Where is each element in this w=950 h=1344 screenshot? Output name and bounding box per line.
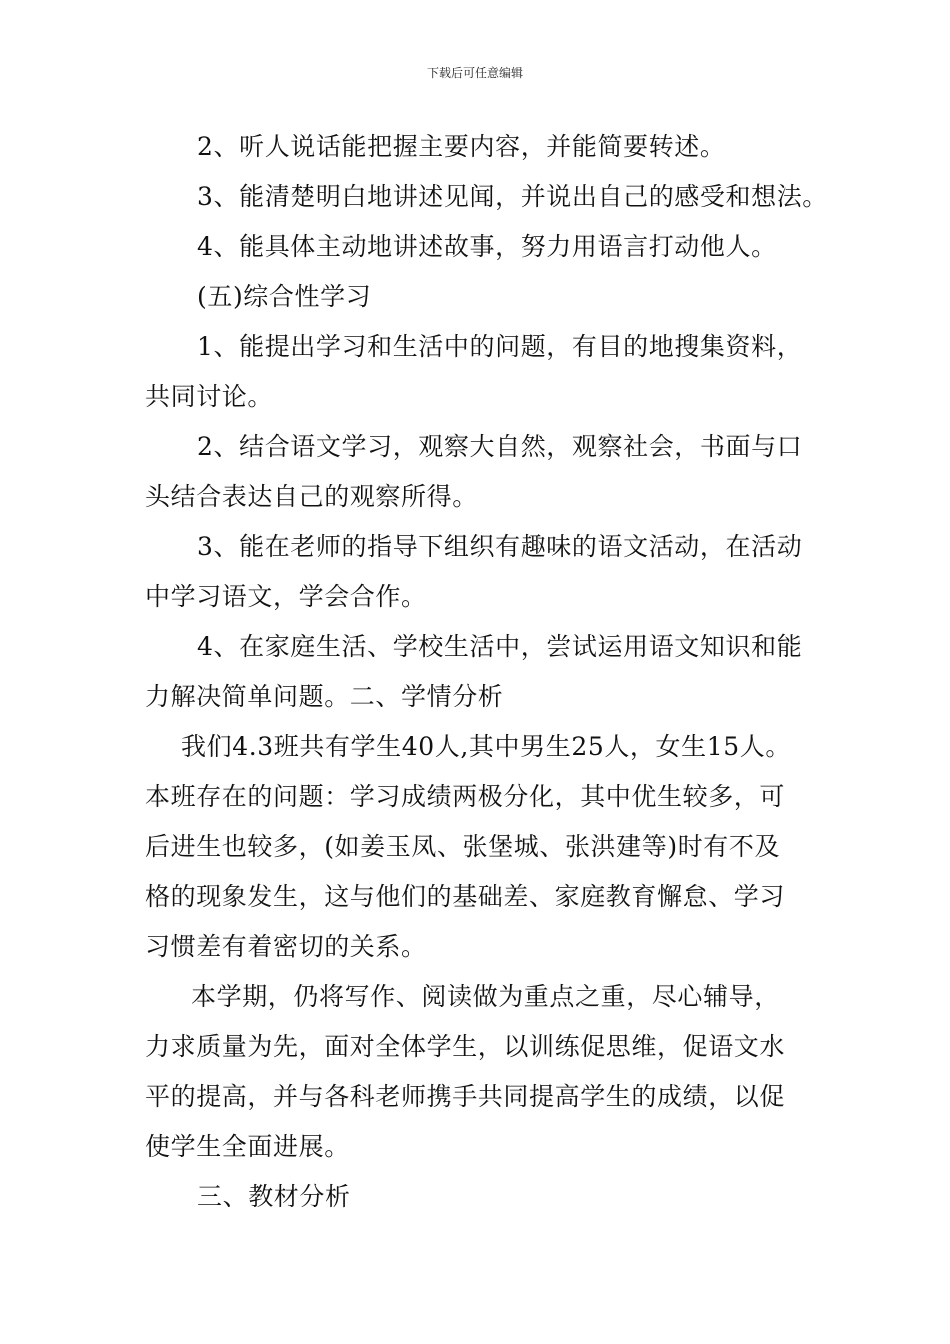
paragraph-line: 3、能在老师的指导下组织有趣味的语文活动，在活动	[197, 532, 803, 561]
document-body	[145, 122, 828, 1222]
paragraph-line: 4、在家庭生活、学校生活中，尝试运用语文知识和能	[197, 632, 803, 661]
paragraph-line: 3、能清楚明白地讲述见闻，并说出自己的感受和想法。	[197, 182, 828, 211]
paragraph-line: 4、能具体主动地讲述故事，努力用语言打动他人。	[197, 232, 777, 261]
paragraph-line: 后进生也较多，(如姜玉凤、张堡城、张洪建等)时有不及	[145, 832, 781, 861]
paragraph-line: 共同讨论。	[145, 382, 274, 411]
paragraph-line: 格的现象发生，这与他们的基础差、家庭教育懈怠、学习	[145, 882, 786, 911]
paragraph-line: 本学期，仍将写作、阅读做为重点之重，尽心辅导，	[191, 982, 780, 1011]
paragraph-line: 力求质量为先，面对全体学生，以训练促思维，促语文水	[145, 1032, 786, 1061]
paragraph-line: 平的提高，并与各科老师携手共同提高学生的成绩，以促	[145, 1082, 786, 1111]
paragraph-line: 我们4.3班共有学生40人,其中男生25人，女生15人。	[181, 732, 791, 761]
page-header: 下载后可任意编辑	[426, 66, 523, 80]
paragraph-line: 2、结合语文学习，观察大自然，观察社会，书面与口	[197, 432, 803, 461]
paragraph-line: 使学生全面进展。	[145, 1132, 350, 1161]
paragraph-line: 本班存在的问题：学习成绩两极分化，其中优生较多，可	[145, 782, 786, 811]
section-heading: 三、教材分析	[197, 1182, 351, 1211]
paragraph-line: 中学习语文，学会合作。	[145, 582, 427, 611]
paragraph-line: 1、能提出学习和生活中的问题，有目的地搜集资料，	[197, 332, 803, 361]
paragraph-line: 头结合表达自己的观察所得。	[145, 482, 478, 511]
paragraph-line: 习惯差有着密切的关系。	[145, 932, 427, 961]
section-heading: (五)综合性学习	[197, 282, 372, 311]
paragraph-line: 2、听人说话能把握主要内容，并能简要转述。	[197, 132, 726, 161]
paragraph-line: 力解决简单问题。二、学情分析	[145, 682, 504, 711]
